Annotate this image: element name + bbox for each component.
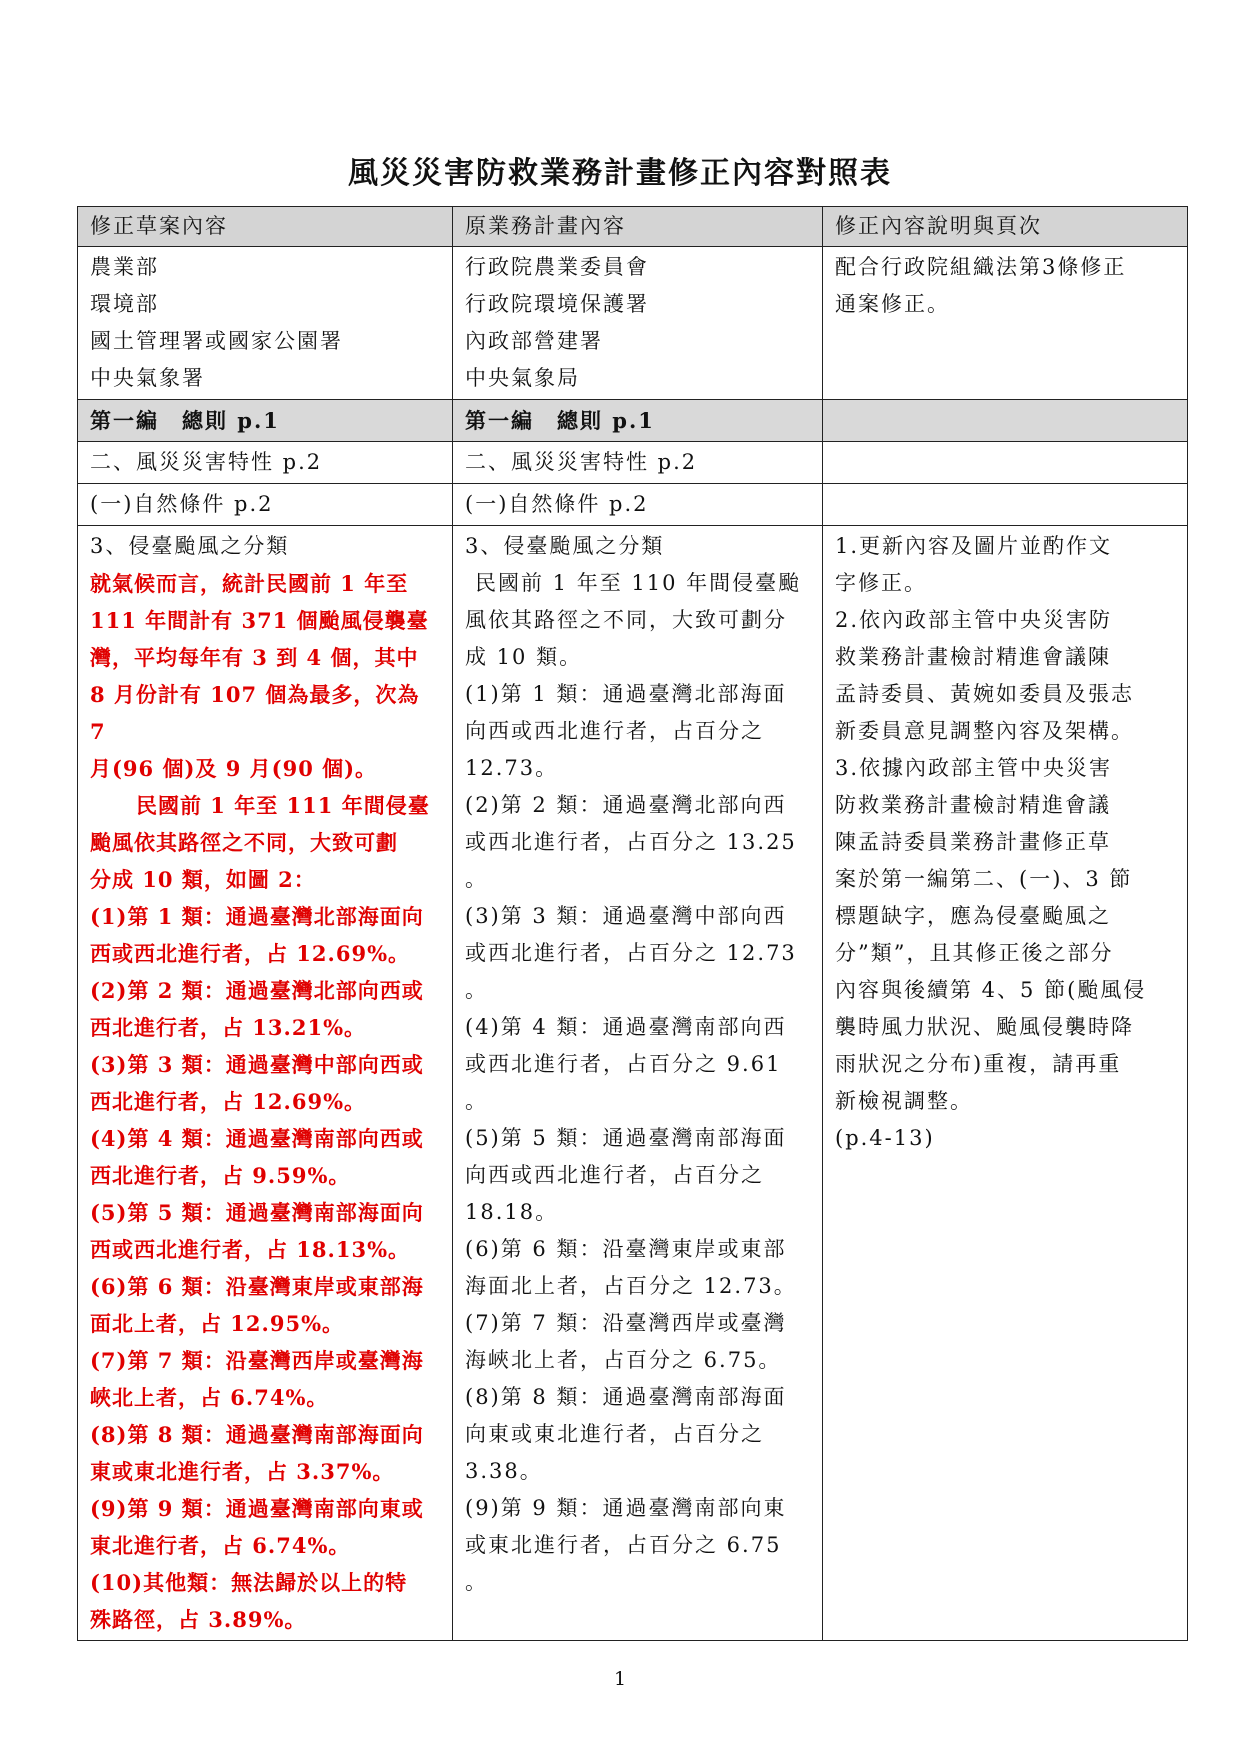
agency-new-line: 國土管理署或國家公園署: [90, 329, 343, 353]
classification-note-line: 雨狀況之分布)重複，請再重: [835, 1052, 1122, 1076]
subsub-note-cell: [823, 484, 1188, 526]
classification-new-line: 東北進行者，占 6.74%。: [90, 1533, 351, 1558]
agency-old-line: 內政部營建署: [465, 329, 603, 353]
classification-new-line: (2)第 2 類：通過臺灣北部向西或: [90, 978, 424, 1003]
classification-old-line: 或東北進行者，占百分之 6.75: [465, 1533, 782, 1557]
classification-new-line: 東或東北進行者，占 3.37%。: [90, 1459, 395, 1484]
subsection-note-cell: [823, 442, 1188, 484]
section-old-cell: 第一編 總則 p.1: [453, 400, 823, 442]
classification-old-line: 18.18。: [465, 1200, 559, 1224]
classification-old-line: 或西北進行者，占百分之 12.73: [465, 941, 797, 965]
agency-note-line: 配合行政院組織法第3條修正: [835, 255, 1127, 279]
agency-old-line: 行政院農業委員會: [465, 255, 649, 279]
classification-new-cell: [78, 526, 453, 1641]
classification-old-line: 3、侵臺颱風之分類: [465, 534, 665, 558]
classification-old-line: 成 10 類。: [465, 645, 583, 669]
subsection-old-cell: 二、風災災害特性 p.2: [453, 442, 823, 484]
classification-note-line: 救業務計畫檢討精進會議陳: [835, 645, 1111, 669]
classification-new-line: 分成 10 類，如圖 2：: [90, 867, 316, 892]
classification-note-line: (p.4-13): [835, 1126, 935, 1150]
classification-old-line: 民國前 1 年至 110 年間侵臺颱: [475, 571, 802, 595]
table-row-subsubsection: [78, 484, 1188, 526]
classification-old-line: (6)第 6 類：沿臺灣東岸或東部: [465, 1237, 787, 1261]
classification-new-line: 西北進行者，占 13.21%。: [90, 1015, 367, 1040]
classification-note-line: 孟詩委員、黃婉如委員及張志: [835, 682, 1134, 706]
document-title: 風災災害防救業務計畫修正內容對照表: [348, 156, 892, 191]
classification-note-line: 案於第一編第二、(一)、3 節: [835, 867, 1133, 891]
classification-new-line: 灣，平均每年有 3 到 4 個，其中: [90, 645, 419, 670]
classification-old-line: 或西北進行者，占百分之 9.61: [465, 1052, 782, 1076]
classification-old-line: 或西北進行者，占百分之 13.25: [465, 830, 797, 854]
classification-new-line: 西北進行者，占 9.59%。: [90, 1163, 351, 1188]
agencies-new-cell: [78, 247, 453, 400]
classification-old-line: 風依其路徑之不同，大致可劃分: [465, 608, 787, 632]
classification-note-cell: [823, 526, 1188, 1641]
agency-old-line: 行政院環境保護署: [465, 292, 649, 316]
classification-new-line: 月(96 個)及 9 月(90 個)。: [90, 756, 378, 781]
classification-old-line: (5)第 5 類：通過臺灣南部海面: [465, 1126, 787, 1150]
subsection-new-cell: 二、風災災害特性 p.2: [78, 442, 453, 484]
classification-new-line: 就氣候而言，統計民國前 1 年至: [90, 571, 409, 596]
classification-new-line: 8 月份計有 107 個為最多，次為 7: [90, 682, 420, 744]
page-number: 1: [613, 1668, 627, 1690]
classification-old-line: (8)第 8 類：通過臺灣南部海面: [465, 1385, 787, 1409]
classification-note-line: 分”類”，且其修正後之部分: [835, 941, 1114, 965]
classification-new-line: (8)第 8 類：通過臺灣南部海面向: [90, 1422, 424, 1447]
classification-old-line: 向東或東北進行者，占百分之: [465, 1422, 764, 1446]
classification-note-line: 襲時風力狀況、颱風侵襲時降: [835, 1015, 1134, 1039]
agencies-old-cell: [453, 247, 823, 400]
table-row-agencies: [78, 247, 1188, 400]
classification-note-line: 陳孟詩委員業務計畫修正草: [835, 830, 1111, 854]
classification-old-line: 海峽北上者，占百分之 6.75。: [465, 1348, 782, 1372]
classification-new-line: 西或西北進行者，占 18.13%。: [90, 1237, 411, 1262]
agency-old-line: 中央氣象局: [465, 366, 580, 390]
classification-old-line: 。: [465, 1089, 488, 1113]
classification-note-line: 標題缺字，應為侵臺颱風之: [835, 904, 1111, 928]
subsub-new-cell: (一)自然條件 p.2: [78, 484, 453, 526]
agency-new-line: 環境部: [90, 292, 159, 316]
classification-new-line: 西或西北進行者，占 12.69%。: [90, 941, 411, 966]
classification-old-line: 12.73。: [465, 756, 559, 780]
classification-new-line: (1)第 1 類：通過臺灣北部海面向: [90, 904, 424, 929]
classification-new-line: 颱風依其路徑之不同，大致可劃: [90, 830, 398, 855]
classification-new-line: (6)第 6 類：沿臺灣東岸或東部海: [90, 1274, 424, 1299]
table-row-subsection: [78, 442, 1188, 484]
classification-new-line: 民國前 1 年至 111 年間侵臺: [136, 793, 430, 818]
comparison-table: [77, 206, 1188, 1641]
classification-new-line: (10)其他類：無法歸於以上的特: [90, 1570, 408, 1595]
classification-new-heading: 3、侵臺颱風之分類: [90, 534, 290, 558]
section-new-cell: 第一編 總則 p.1: [78, 400, 453, 442]
classification-note-line: 內容與後續第 4、5 節(颱風侵: [835, 978, 1147, 1002]
classification-new-line: 峽北上者，占 6.74%。: [90, 1385, 329, 1410]
classification-old-line: 海面北上者，占百分之 12.73。: [465, 1274, 797, 1298]
classification-note-line: 防救業務計畫檢討精進會議: [835, 793, 1111, 817]
classification-new-line: 111 年間計有 371 個颱風侵襲臺: [90, 608, 429, 633]
classification-note-line: 字修正。: [835, 571, 927, 595]
classification-new-line: (9)第 9 類：通過臺灣南部向東或: [90, 1496, 424, 1521]
classification-note-line: 新委員意見調整內容及架構。: [835, 719, 1134, 743]
classification-old-line: (1)第 1 類：通過臺灣北部海面: [465, 682, 787, 706]
classification-old-lines: [465, 528, 810, 1601]
agency-new-line: 農業部: [90, 255, 159, 279]
header-revision-note: 修正內容說明與頁次: [823, 207, 1188, 247]
classification-old-line: 3.38。: [465, 1459, 543, 1483]
classification-new-lines: [90, 565, 440, 1638]
classification-new-line: (5)第 5 類：通過臺灣南部海面向: [90, 1200, 424, 1225]
classification-old-line: (7)第 7 類：沿臺灣西岸或臺灣: [465, 1311, 787, 1335]
table-row-section: [78, 400, 1188, 442]
classification-old-line: (9)第 9 類：通過臺灣南部向東: [465, 1496, 787, 1520]
classification-old-line: 向西或西北進行者，占百分之: [465, 719, 764, 743]
section-note-cell: [823, 400, 1188, 442]
agencies-note-cell: [823, 247, 1188, 400]
classification-new-line: 面北上者，占 12.95%。: [90, 1311, 345, 1336]
classification-old-line: 。: [465, 867, 488, 891]
table-header-row: [78, 207, 1188, 247]
classification-old-line: (2)第 2 類：通過臺灣北部向西: [465, 793, 787, 817]
subsub-old-cell: (一)自然條件 p.2: [453, 484, 823, 526]
classification-new-line: (3)第 3 類：通過臺灣中部向西或: [90, 1052, 424, 1077]
classification-new-line: (7)第 7 類：沿臺灣西岸或臺灣海: [90, 1348, 424, 1373]
classification-note-line: 1.更新內容及圖片並酌作文: [835, 534, 1113, 558]
classification-old-line: (3)第 3 類：通過臺灣中部向西: [465, 904, 787, 928]
classification-note-lines: [835, 528, 1175, 1157]
agency-new-line: 中央氣象署: [90, 366, 205, 390]
classification-note-line: 3.依據內政部主管中央災害: [835, 756, 1113, 780]
classification-old-line: 向西或西北進行者，占百分之: [465, 1163, 764, 1187]
classification-note-line: 2.依內政部主管中央災害防: [835, 608, 1113, 632]
classification-note-line: 新檢視調整。: [835, 1089, 973, 1113]
classification-new-line: (4)第 4 類：通過臺灣南部向西或: [90, 1126, 424, 1151]
table-row-typhoon-classification: [78, 526, 1188, 1641]
classification-old-line: 。: [465, 978, 488, 1002]
classification-new-line: 殊路徑，占 3.89%。: [90, 1607, 307, 1632]
classification-old-line: (4)第 4 類：通過臺灣南部向西: [465, 1015, 787, 1039]
header-new-draft: 修正草案內容: [78, 207, 453, 247]
classification-old-line: 。: [465, 1570, 488, 1594]
agency-note-line: 通案修正。: [835, 292, 950, 316]
classification-old-cell: [453, 526, 823, 1641]
classification-new-line: 西北進行者，占 12.69%。: [90, 1089, 367, 1114]
header-original-plan: 原業務計畫內容: [453, 207, 823, 247]
